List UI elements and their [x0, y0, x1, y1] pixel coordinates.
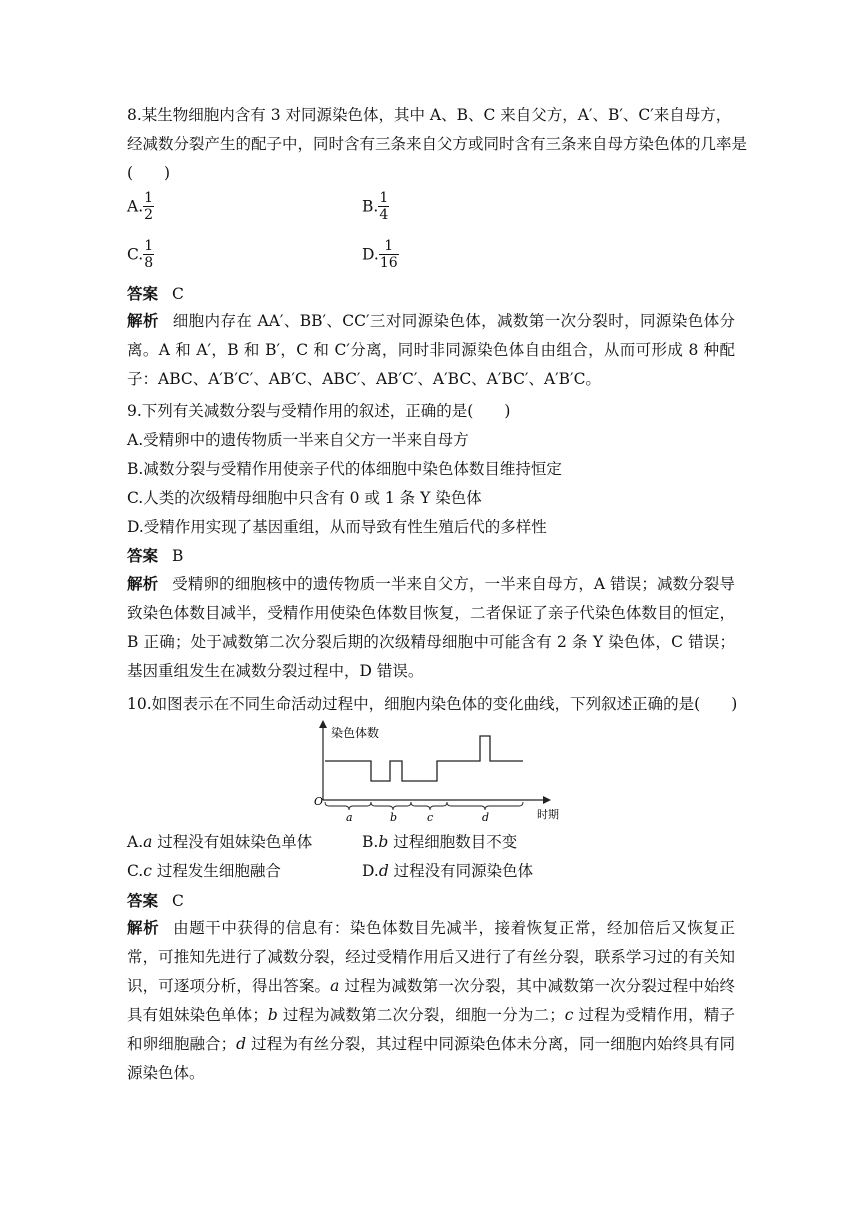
segment-c-brace: [411, 802, 447, 810]
segment-d-brace: [447, 802, 523, 810]
q8-analysis: 解析 细胞内存在 AA′、BB′、CC′三对同源染色体，减数第一次分裂时，同源染色体分离。A 和 A′，B 和 B′，C 和 C′分离，同时非同源染色体自由组合，从而可形成 8 种配子：ABC、A′B′C′、AB′C、ABC′、AB′C′、A′BC、A′BC′、A′B′C。: [127, 312, 735, 388]
q9-option-c: C.人类的次级精母细胞中只含有 0 或 1 条 Y 染色体: [127, 489, 482, 507]
q8-answer: 答案 C: [127, 285, 184, 303]
q10-stem: 10.如图表示在不同生命活动过程中，细胞内染色体的变化曲线，下列叙述正确的是( ): [127, 695, 738, 713]
q10-option-b: B.b 过程细胞数目不变: [362, 833, 518, 851]
x-axis-label: 时期: [537, 808, 559, 821]
q10-answer: 答案 C: [127, 892, 184, 910]
q8-stem-line1: 8.某生物细胞内含有 3 对同源染色体，其中 A、B、C 来自父方，A′、B′、C′来自母方，: [127, 106, 732, 124]
q8-option-a: A. $\frac{1}{2}$: [127, 190, 154, 223]
q8-option-b: B. $\frac{1}{4}$: [362, 190, 389, 223]
segment-a-label: a: [346, 811, 353, 824]
q8-paren: ( ): [127, 164, 171, 182]
segment-a-brace: [325, 802, 371, 810]
q9-option-b: B.减数分裂与受精作用使亲子代的体细胞中染色体数目维持恒定: [127, 460, 562, 478]
q10-analysis-parts: 由题干中获得的信息有：染色体数目先减半，接着恢复正常，经加倍后又恢复正常，可推知先进行了减数分裂，经过受精作用后又进行了有丝分裂，联系学习过的有关知识，可逐项分析，得出答案。a 过程为减数第一次分裂，其中减数第一次分裂过程中始终具有姐妹染色单体；b 过程为减数第二次分裂，细胞一分为二；c 过程为受精作用，精子和卵细胞融合；d 过程为有丝分裂，其过程中同源染色体未分离，同一细胞内始终具有同源染色体。: [127, 919, 735, 1082]
y-axis-label: 染色体数: [331, 726, 380, 740]
q9-option-d: D.受精作用实现了基因重组，从而导致有性生殖后代的多样性: [127, 518, 547, 536]
segment-d-label: d: [482, 811, 490, 824]
q9-stem: 9.下列有关减数分裂与受精作用的叙述，正确的是( ): [127, 402, 511, 420]
q10-option-c: C.c 过程发生细胞融合: [127, 862, 281, 880]
q9-analysis: 解析 受精卵的细胞核中的遗传物质一半来自父方，一半来自母方，A 错误；减数分裂导致染色体数目减半，受精作用使染色体数目恢复，二者保证了亲子代染色体数目的恒定，B 正确；处于减数第二次分裂后期的次级精母细胞中可能含有 2 条 Y 染色体，C 错误；基因重组发生在减数分裂过程中，D 错误。: [127, 575, 735, 680]
chromosome-curve-figure: [305, 718, 565, 826]
q10-option-d: D.d 过程没有同源染色体: [362, 862, 534, 880]
q10-option-a: A.a 过程没有姐妹染色单体: [127, 833, 313, 851]
segment-c-label: c: [427, 811, 434, 824]
chromosome-step-curve: [325, 736, 523, 781]
segment-b-label: b: [390, 811, 398, 824]
q8-option-d: D. $\frac{1}{16}$: [362, 238, 398, 271]
q8-option-c: C. $\frac{1}{8}$: [127, 238, 154, 271]
q10-analysis: 解析 由题干中获得的信息有：染色体数目先减半，接着恢复正常，经加倍后又恢复正常，可推知先进行了减数分裂，经过受精作用后又进行了有丝分裂，联系学习过的有关知识，可逐项分析，得出答案。a 过程为减数第一次分裂，其中减数第一次分裂过程中始终具有姐妹染色单体；b 过程为减数第二次分裂，细胞一分为二；c 过程为受精作用，精子和卵细胞融合；d 过程为有丝分裂，其过程中同源染色体未分离，同一细胞内始终具有同源染色体。: [127, 919, 735, 1082]
q9-option-a: A.受精卵中的遗传物质一半来自父方一半来自母方: [127, 431, 469, 449]
q9-answer: 答案 B: [127, 547, 184, 565]
segment-b-brace: [371, 802, 411, 810]
y-axis-arrow: [319, 720, 327, 728]
origin-label: O: [314, 795, 324, 808]
q8-stem-line2: 经减数分裂产生的配子中，同时含有三条来自父方或同时含有三条来自母方染色体的几率是: [127, 135, 748, 153]
x-axis-arrow: [543, 796, 551, 804]
